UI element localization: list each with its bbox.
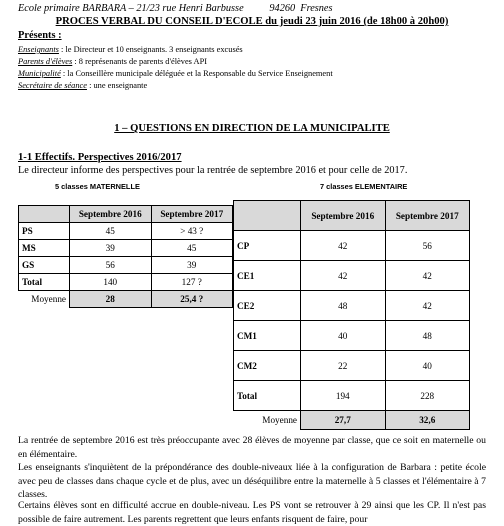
presents-text: : 8 représenants de parents d'élèves API [72,57,208,66]
presents-text: : la Conseillère municipale déléguée et la Responsable du Service Enseignement [60,69,333,78]
table-cell: 42 [385,261,470,291]
column-header: Septembre 2017 [151,206,233,223]
table-cell: 45 [70,223,152,240]
row-label: Total [19,274,70,291]
row-label: CP [234,231,301,261]
table-row [19,274,233,291]
presents-label: Parents d'élèves [18,57,73,66]
average-cell: 25,4 ? [151,291,233,308]
presents-text: : le Directeur et 10 enseignants. 3 enseignants excusés [58,45,243,54]
table-row [234,381,470,411]
table-row [234,261,470,291]
row-label: Total [234,381,301,411]
presents-label: Municipalité [18,69,61,78]
column-header: Septembre 2016 [70,206,152,223]
table-row [19,257,233,274]
table-row [234,201,470,231]
presents-line-secretary [18,81,147,90]
table-cell: 39 [70,240,152,257]
table-row [234,411,470,430]
average-cell: 28 [70,291,152,308]
table-row [19,291,233,308]
table-cell: 127 ? [151,274,233,291]
average-label: Moyenne [31,294,66,305]
table-cell: 40 [301,321,386,351]
elementaire-table [233,200,470,430]
table-row [234,291,470,321]
table-cell: > 43 ? [151,223,233,240]
column-header: Septembre 2017 [385,201,470,231]
row-label: CE2 [234,291,301,321]
presents-heading: Présents : [18,30,62,41]
average-label: Moyenne [262,415,297,426]
presents-line-parents [18,57,207,66]
average-cell: 32,6 [385,411,470,430]
presents-text: : une enseignante [86,81,148,90]
table-cell: 48 [385,321,470,351]
table-cell: 194 [301,381,386,411]
presents-label: Secrétaire de séance [18,81,87,90]
section-title: 1 – QUESTIONS EN DIRECTION DE LA MUNICIPALITE [114,123,390,134]
table-row [234,351,470,381]
table-cell: 22 [301,351,386,381]
table-cell: 45 [151,240,233,257]
table-row [234,321,470,351]
elementaire-caption: 7 classes ELEMENTAIRE [320,182,408,191]
paragraph: Les enseignants s'inquiètent de la prépondérance des double-niveaux liée à la configuration de Barbara : petite école avec peu de classes dans chaque cycle et de plus, avec un déséquilibre entre la maternelle à 5 classes et l'élémentaire à 7 classes. [18,462,486,501]
row-label: CE1 [234,261,301,291]
paragraph: Certains élèves sont en difficulté accrue en double-niveau. Les PS vont se retrouver à 29 ainsi que les CP. Il n'est pas possible de faire autrement. Les parents regrettent que leurs enfants risquent de faire, pour [18,500,486,525]
table-row [19,240,233,257]
paragraph: La rentrée de septembre 2016 est très préoccupante avec 28 élèves de moyenne par classe, que ce soit en maternelle ou en élémentaire. [18,435,486,460]
table-cell: 56 [385,231,470,261]
maternelle-table [18,205,233,308]
table-row [234,231,470,261]
table-cell: 140 [70,274,152,291]
table-corner-cell [19,206,70,223]
presents-line-municipality [18,69,333,78]
school-header [18,3,333,14]
document-title: PROCES VERBAL DU CONSEIL D'ECOLE du jeudi 23 juin 2016 (de 18h00 à 20h00) [55,16,449,27]
row-label: GS [19,257,70,274]
table-row [19,223,233,240]
row-label: CM1 [234,321,301,351]
intro-text: Le directeur informe des perspectives pour la rentrée de septembre 2016 et pour celle de 2017. [18,165,408,176]
row-label: MS [19,240,70,257]
presents-label: Enseignants [18,45,59,54]
row-label: CM2 [234,351,301,381]
row-label: PS [19,223,70,240]
table-cell: 42 [301,261,386,291]
average-cell: 27,7 [301,411,386,430]
table-cell: 42 [385,291,470,321]
column-header: Septembre 2016 [301,201,386,231]
postcode-city: 94260 Fresnes [269,3,333,14]
subsection-title: 1-1 Effectifs. Perspectives 2016/2017 [18,152,182,163]
table-row [19,206,233,223]
table-corner-cell [234,201,301,231]
presents-line-teachers [18,45,243,54]
table-cell: 228 [385,381,470,411]
maternelle-caption: 5 classes MATERNELLE [55,182,140,191]
table-cell: 39 [151,257,233,274]
table-cell: 48 [301,291,386,321]
school-name: Ecole primaire BARBARA – 21/23 rue Henri Barbusse [18,3,244,14]
table-cell: 56 [70,257,152,274]
table-cell: 40 [385,351,470,381]
table-cell: 42 [301,231,386,261]
